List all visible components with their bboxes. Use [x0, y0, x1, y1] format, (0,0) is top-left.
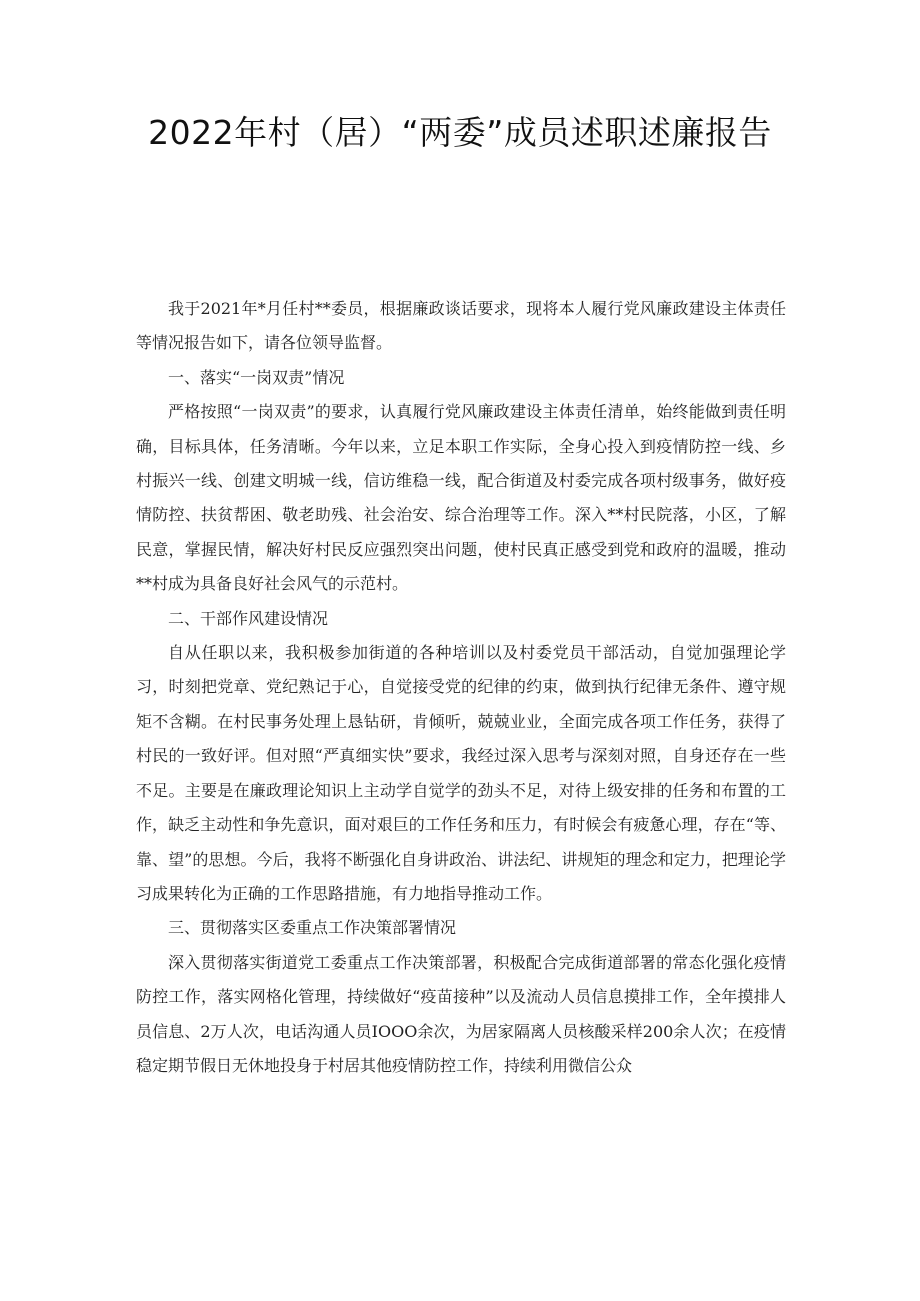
document-title: 2022年村（居）“两委”成员述职述廉报告 [148, 113, 772, 152]
section-body-1: 严格按照“一岗双责”的要求，认真履行党风廉政建设主体责任清单，始终能做到责任明确，目标具体，任务清晰。今年以来，立足本职工作实际，全身心投入到疫情防控一线、乡村振兴一线、创建文明城一线，信访维稳一线，配合街道及村委完成各项村级事务，做好疫情防控、扶贫帮困、敬老助残、社会治安、综合治理等工作。深入**村民院落，小区，了解民意，掌握民情，解决好村民反应强烈突出问题，使村民真正感受到党和政府的温暖，推动**村成为具备良好社会风气的示范村。 [136, 402, 786, 594]
document-body [136, 292, 786, 1083]
section-heading-2: 二、干部作风建设情况 [168, 608, 329, 628]
intro-paragraph: 我于2021年*月任村**委员，根据廉政谈话要求，现将本人履行党风廉政建设主体责任等情况报告如下，请各位领导监督。 [136, 299, 786, 353]
section-heading-3: 三、贯彻落实区委重点工作决策部署情况 [168, 918, 457, 938]
section-heading-1: 一、落实“一岗双责”情况 [168, 367, 345, 387]
section-body-3: 深入贯彻落实街道党工委重点工作决策部署，积极配合完成街道部署的常态化强化疫情防控工作，落实网格化管理，持续做好“疫苗接种”以及流动人员信息摸排工作，全年摸排人员信息、2万人次，电话沟通人员IOOO余次，为居家隔离人员核酸采样200余人次；在疫情稳定期节假日无休地投身于村居其他疫情防控工作，持续利用微信公众 [136, 952, 786, 1075]
section-body-2: 自从任职以来，我积极参加街道的各种培训以及村委党员干部活动，自觉加强理论学习，时刻把党章、党纪熟记于心，自觉接受党的纪律的约束，做到执行纪律无条件、遵守规矩不含糊。在村民事务处理上恳钻研，肯倾听，兢兢业业，全面完成各项工作任务，获得了村民的一致好评。但对照“严真细实快”要求，我经过深入思考与深刻对照，自身还存在一些不足。主要是在廉政理论知识上主动学自觉学的劲头不足，对待上级安排的任务和布置的工作，缺乏主动性和争先意识，面对艰巨的工作任务和压力，有时候会有疲惫心理，存在“等、靠、望”的思想。今后，我将不断强化自身讲政治、讲法纪、讲规矩的理念和定力，把理论学习成果转化为正确的工作思路措施，有力地指导推动工作。 [136, 643, 786, 903]
